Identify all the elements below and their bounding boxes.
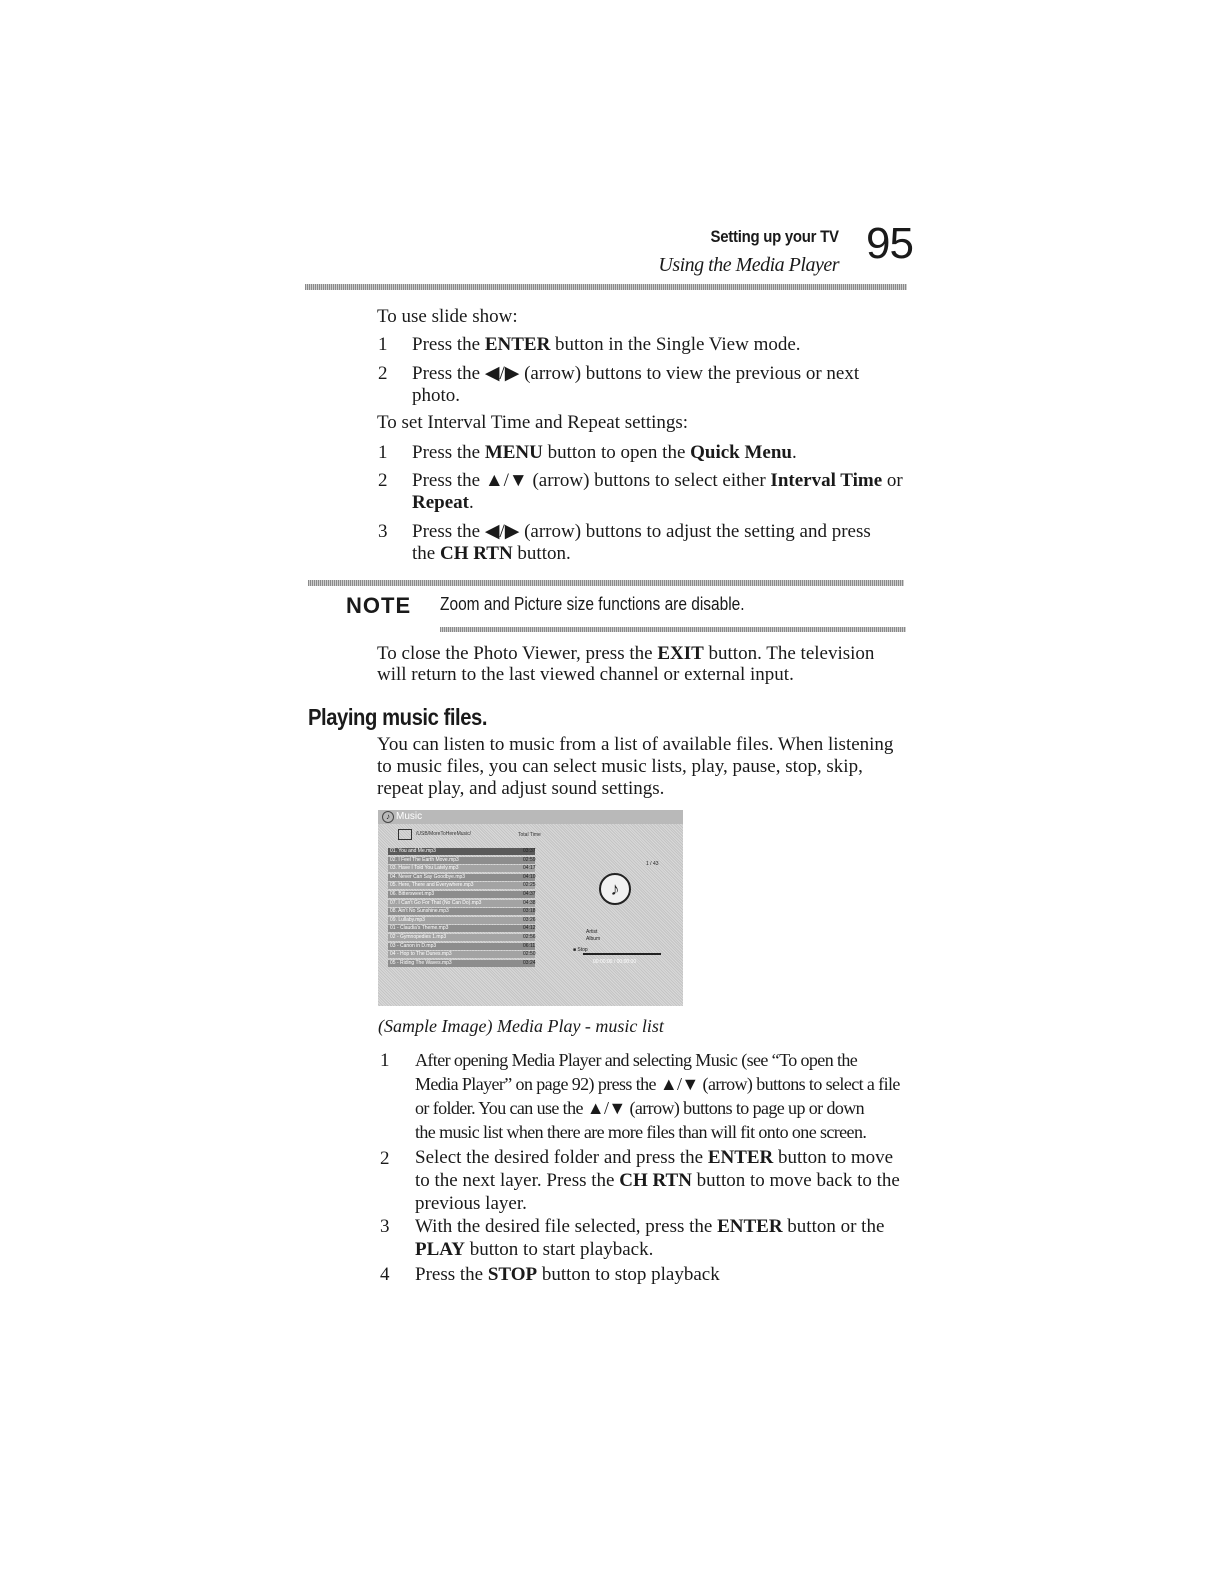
track-name: 07. I Can't Go For That (No Can Do).mp3: [390, 899, 482, 906]
step-number: 1: [378, 442, 388, 463]
track-row[interactable]: [388, 891, 535, 898]
track-time: 04:38: [523, 899, 536, 906]
track-time: 04:37: [523, 891, 536, 897]
music-step-1: After opening Media Player and selecting Music (see “To open the Media Player” on page 92) press the ▲/▼ (arrow) buttons to select a file or folder. You can use the ▲/▼ (arrow) buttons to page up or down the music list when there are more files than will fit onto one screen.: [415, 1050, 900, 1142]
track-name: 09. Lullaby.mp3: [390, 916, 425, 923]
page-number: 95: [866, 219, 913, 268]
running-header-section: Setting up your TV: [710, 227, 839, 246]
step-number: 3: [378, 521, 388, 542]
header-rule: [305, 284, 907, 290]
track-row[interactable]: [388, 874, 535, 881]
track-count: 1 / 43: [646, 861, 659, 867]
track-time: 03:26: [523, 916, 536, 923]
track-row[interactable]: [388, 882, 535, 889]
music-step-3: With the desired file selected, press the ENTER button or the PLAY button to start playback.: [415, 1216, 885, 1260]
track-name: 01 - Claudia's Theme.mp3: [390, 925, 449, 932]
track-time: 04:17: [523, 865, 536, 872]
step-number: 2: [380, 1148, 390, 1169]
folder-icon: [398, 829, 412, 840]
music-note-icon: ♪: [382, 811, 394, 823]
track-row[interactable]: [388, 925, 535, 932]
step-number: 1: [380, 1050, 390, 1071]
note-rule-top: [308, 580, 904, 586]
track-time: 02:59: [523, 856, 536, 863]
track-name: 08. Ain't No Sunshine.mp3: [390, 908, 449, 915]
track-time: 02:50: [523, 951, 536, 958]
track-time: 06:11: [523, 942, 536, 949]
music-intro: You can listen to music from a list of available files. When listening to music files, you can select music lists, play, pause, stop, skip, repeat play, and adjust sound settings.: [377, 734, 894, 799]
step-number: 2: [378, 470, 388, 491]
screenshot-title-bar: [378, 810, 683, 824]
note-rule-bottom: [440, 627, 906, 632]
track-time: 02:56: [523, 934, 536, 940]
close-viewer-paragraph: To close the Photo Viewer, press the EXIT button. The television will return to the last viewed channel or external input.: [377, 643, 875, 685]
track-name: 05. Here, There and Everywhere.mp3: [390, 882, 474, 889]
track-row[interactable]: [388, 848, 535, 855]
interval-step-2: Press the ▲/▼ (arrow) buttons to select either Interval Time or Repeat.: [412, 470, 903, 513]
track-name: 05 - Riding The Waves.mp3: [390, 959, 452, 966]
music-step-4: Press the STOP button to stop playback: [415, 1264, 720, 1285]
album-label: Album: [586, 936, 601, 942]
track-name: 02. I Feel The Earth Move.mp3: [390, 856, 459, 863]
interval-step-1: Press the MENU button to open the Quick Menu.: [412, 442, 797, 463]
artist-label: Artist: [586, 929, 598, 935]
track-name: 01. You and Me.mp3: [390, 848, 436, 854]
note-label: NOTE: [346, 593, 412, 618]
track-time: 03:24: [523, 959, 536, 966]
screenshot-path: /USB/MoreToHereMusic/: [416, 831, 472, 837]
playback-clock: 00:00:00 / 00:00:00: [593, 959, 637, 965]
track-time: 03:18: [523, 908, 536, 915]
track-row[interactable]: [388, 943, 535, 950]
track-name: 03 - Canon in D.mp3: [390, 942, 437, 949]
slide-show-step-2: Press the ◀/▶ (arrow) buttons to view the previous or next photo.: [412, 363, 860, 406]
track-time: 03:37: [523, 848, 536, 854]
slide-show-step-1: Press the ENTER button in the Single View mode.: [412, 334, 801, 355]
track-name: 04. Never Can Say Goodbye.mp3: [390, 873, 466, 880]
screenshot-title: Music: [396, 811, 423, 822]
track-time: 04:12: [523, 925, 536, 932]
track-row[interactable]: [388, 934, 535, 941]
interval-intro: To set Interval Time and Repeat settings:: [377, 412, 689, 433]
note-text: Zoom and Picture size functions are disable.: [440, 594, 745, 614]
slide-show-intro: To use slide show:: [377, 306, 518, 327]
track-row[interactable]: [388, 960, 535, 967]
step-number: 1: [378, 334, 388, 355]
section-heading: Playing music files.: [308, 704, 488, 730]
track-row[interactable]: [388, 865, 535, 872]
playback-status: ■ Stop: [573, 947, 588, 953]
music-step-2: Select the desired folder and press the ENTER button to move to the next layer. Press the CH RTN button to move back to the previous layer.: [415, 1147, 900, 1214]
track-time: 02:25: [523, 882, 536, 889]
music-list-screenshot: [378, 810, 683, 1006]
track-time: 04:10: [523, 873, 536, 880]
figure-caption: (Sample Image) Media Play - music list: [378, 1016, 664, 1036]
track-name: 03. Have I Told You Lately.mp3: [390, 865, 459, 872]
screenshot-time-header: Total Time: [518, 832, 541, 838]
track-row[interactable]: [388, 917, 535, 924]
track-row[interactable]: [388, 900, 535, 907]
track-name: 04 - Hop to The Dunes.mp3: [390, 951, 452, 958]
step-number: 4: [380, 1264, 390, 1285]
track-row[interactable]: [388, 908, 535, 915]
track-name: 06. Bittersweet.mp3: [390, 891, 435, 897]
progress-bar: [583, 953, 661, 955]
track-row[interactable]: [388, 951, 535, 958]
track-row[interactable]: [388, 857, 535, 864]
step-number: 2: [378, 363, 388, 384]
music-disc-icon: ♪: [599, 873, 631, 905]
track-name: 02 - Gymnopedies 1.mp3: [390, 934, 447, 940]
step-number: 3: [380, 1216, 390, 1237]
running-header-subsection: Using the Media Player: [658, 254, 839, 276]
interval-step-3: Press the ◀/▶ (arrow) buttons to adjust the setting and press the CH RTN button.: [412, 521, 871, 564]
